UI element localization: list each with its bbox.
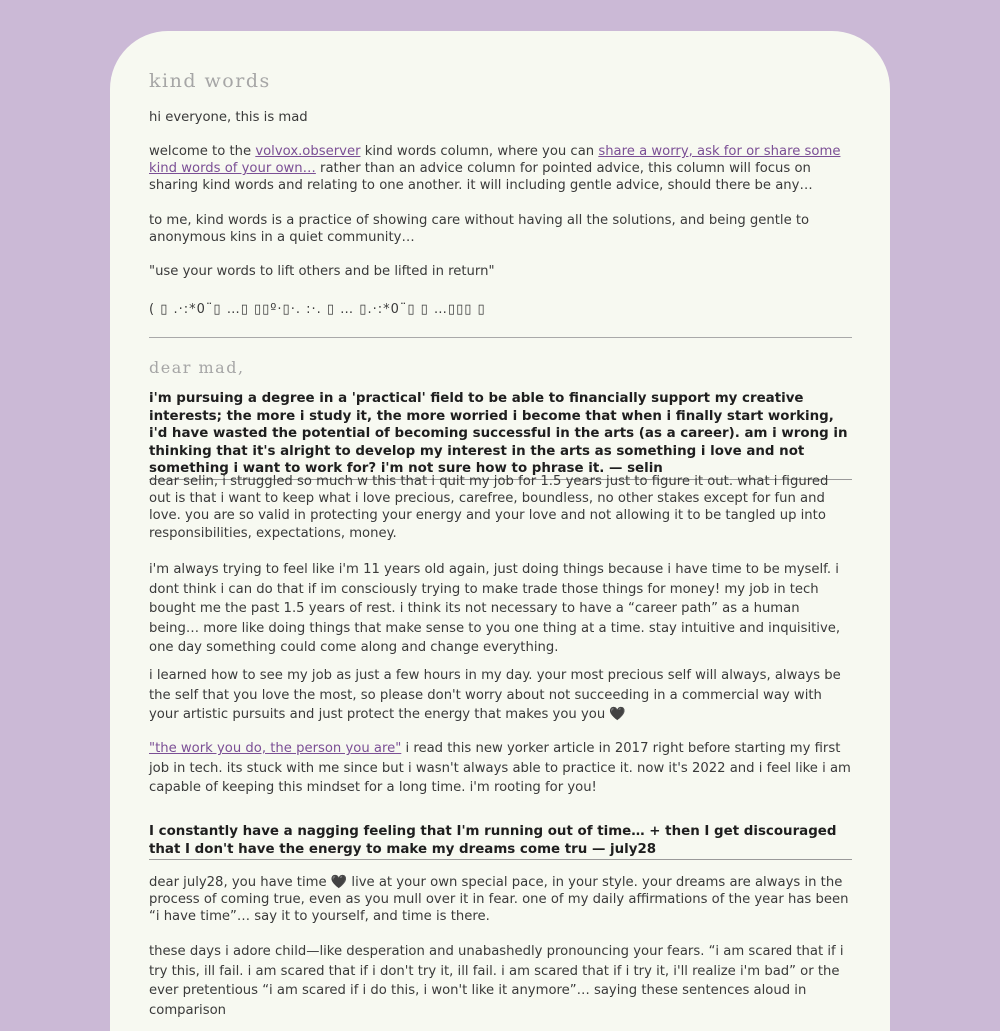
question-july28: I constantly have a nagging feeling that I'm running out of time… + then I get discouraged that I don't have the energy to make my dreams come tru — july28: [149, 823, 852, 860]
answer-july28-paragraph-1: [149, 874, 852, 926]
answer-july28-paragraph-2: these days i adore child—like desperation and unabashedly pronouncing your fears. “i am scared that if i try this, ill fail. i am scared that if i don't try it, ill fail. i am scared that if i try it, i'll realize i'm bad” or the ever pretentious “i am scared if i do this, i won't like it anymore”… saying these sentences aloud in comparison: [149, 944, 844, 1018]
question-selin: i'm pursuing a degree in a 'practical' field to be able to financially support my creative interests; the more i study it, the more worried i become that when i finally start working, i'd have wasted the potential of becoming successful in the arts (as a career). am i wrong in thinking that it's alright to develop my interest in the arts as something i love and not something i want to work for? i'm not sure how to phrase it. — selin: [149, 390, 852, 480]
content-card: [110, 31, 890, 1031]
decorative-symbols: ( ▯ .·:*0¨▯ …▯ ▯▯º·▯·. :·. ▯ … ▯.·:*0¨▯ ▯ …▯▯▯ ▯: [149, 302, 486, 317]
intro-text-middle: kind words column, where you can: [360, 144, 599, 159]
practice-paragraph: to me, kind words is a practice of showing care without having all the solutions, and being gentle to anonymous kins in a quiet community…: [149, 213, 810, 246]
intro-text-before: welcome to the: [149, 144, 256, 159]
black-heart-icon: 🖤: [330, 875, 348, 890]
answer-selin-paragraph-2: i'm always trying to feel like i'm 11 years old again, just doing things because i have time to be myself. i dont think i can do that if im consciously trying to make trade those things for money! my job in tech bought me the past 1.5 years of rest. i think its not necessary to have a “career path” as a human being… more like doing things that make sense to you one thing at a time. stay intuitive and inquisitive, one day something could come along and change everything.: [149, 562, 841, 655]
section-divider: [149, 337, 852, 338]
answer-july28-text-before: dear july28, you have time: [149, 875, 331, 890]
answer-july28-text-after: live at your own special pace, in your style. your dreams are always in the process of coming true, even as you mull over it in fear. one of my daily affirmations of the year has been “i have time”… say it to yourself, and time is there.: [149, 875, 849, 925]
answer-selin-paragraph-3: [149, 666, 852, 725]
volvox-observer-link[interactable]: volvox.observer: [255, 144, 361, 159]
answer-selin-paragraph-4-text: i read this new yorker article in 2017 right before starting my first job in tech. its stuck with me since but i wasn't always able to practice it. now it's 2022 and i feel like i am capable of keeping this mindset for a long time. i'm rooting for you!: [149, 741, 851, 795]
answer-selin-paragraph-4: [149, 739, 852, 798]
share-worry-link[interactable]: share a worry, ask for or share some kind words of your own…: [149, 144, 841, 177]
greeting: hi everyone, this is mad: [149, 110, 308, 125]
page-title: kind words: [149, 70, 271, 92]
intro-paragraph: [149, 143, 852, 195]
black-heart-icon: 🖤: [609, 707, 626, 722]
answer-selin-paragraph-3-text: i learned how to see my job as just a few hours in my day. your most precious self will always, always be the self that you love the most, so please don't worry about not succeeding in a commercial way with your artistic pursuits and just protect the energy that makes you you: [149, 668, 841, 722]
new-yorker-article-link[interactable]: "the work you do, the person you are": [149, 741, 402, 756]
answer-selin-paragraph-1: dear selin, i struggled so much w this that i quit my job for 1.5 years just to figure it out. what i figured out is that i want to keep what i love precious, carefree, boundless, no other stakes except for fun and love. you are so valid in protecting your energy and your love and not allowing it to be tangled up into responsibilities, expectations, money.: [149, 474, 829, 541]
motto-quote: "use your words to lift others and be lifted in return": [149, 264, 495, 279]
letters-heading: dear mad,: [149, 358, 245, 377]
intro-text-after: rather than an advice column for pointed advice, this column will focus on sharing kind words and relating to one another. it will including gentle advice, should there be any…: [149, 161, 813, 194]
